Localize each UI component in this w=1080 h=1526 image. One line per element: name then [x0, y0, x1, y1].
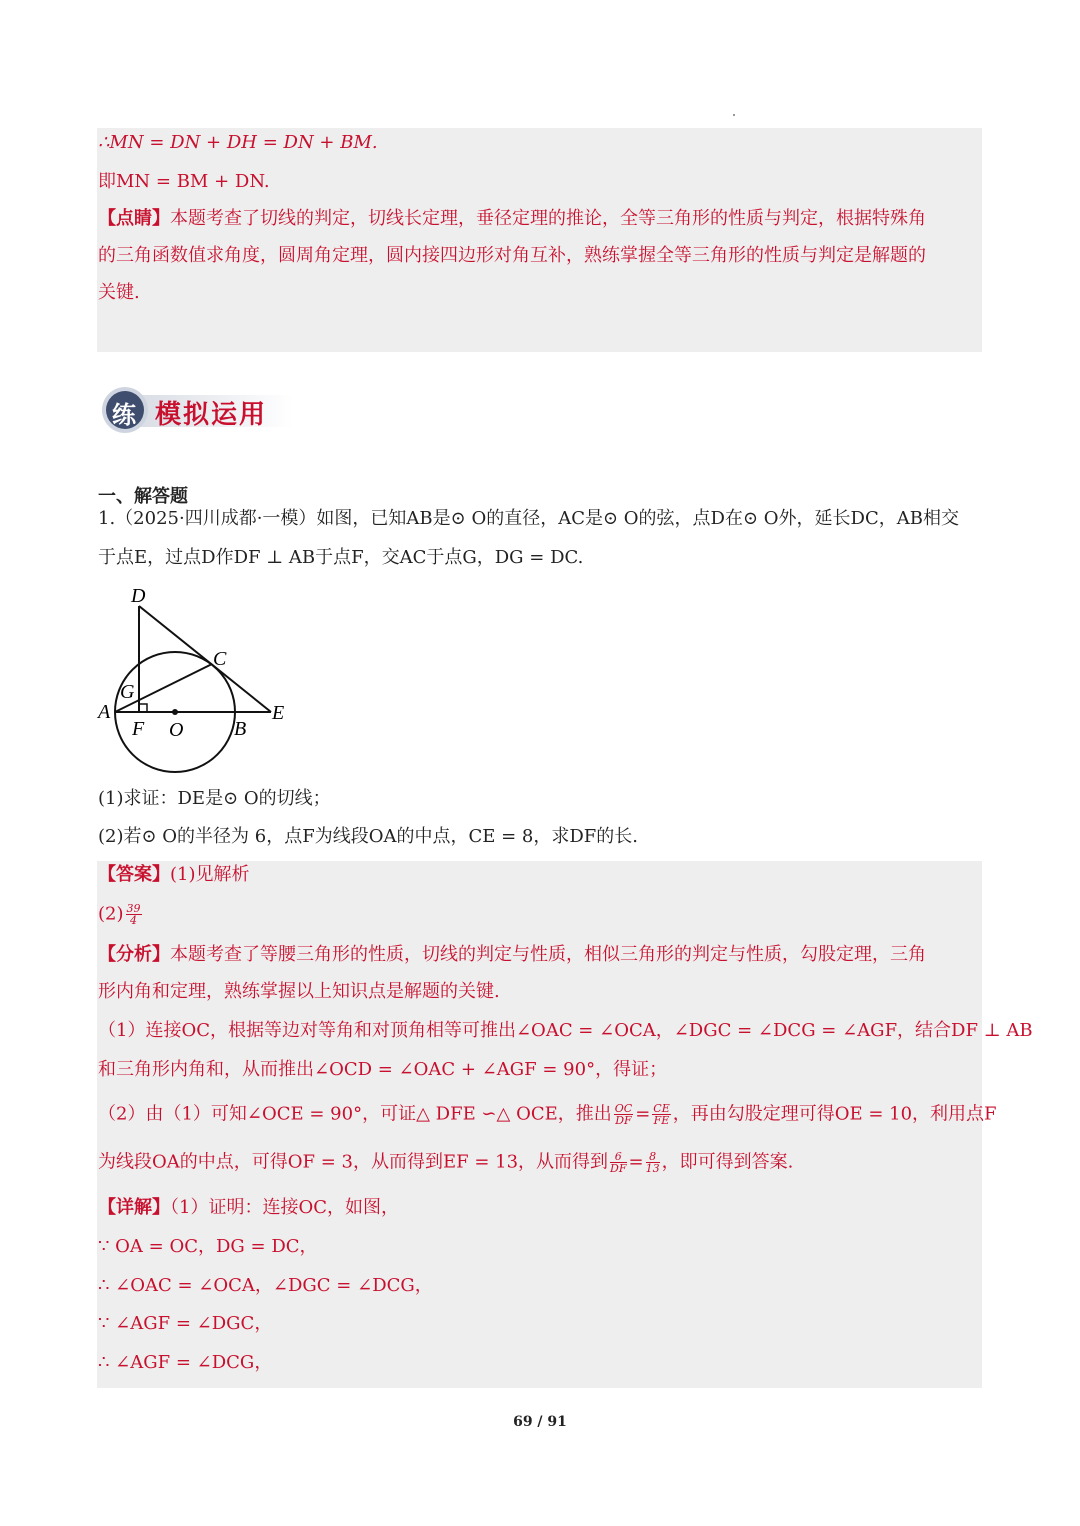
section-heading: 一、解答题 — [98, 486, 188, 507]
label-d: D — [131, 585, 146, 607]
comment-line-1 — [98, 208, 926, 230]
comment-tag: 【点睛】 — [98, 208, 170, 229]
fraction-8-13 — [646, 1151, 660, 1174]
comment-text-1: 本题考查了切线的判定，切线长定理，垂径定理的推论，全等三角形的性质与判定，根据特殊角 — [170, 208, 926, 229]
analysis-text-5b: ，再由勾股定理可得OE = 10，利用点F — [672, 1103, 997, 1125]
fraction-oc-df — [614, 1103, 633, 1126]
fraction-6-df-num: 6 — [610, 1151, 626, 1163]
analysis-text-6a: 为线段OA的中点，可得OF = 3，从而得到EF = 13，从而得到 — [98, 1151, 609, 1173]
label-g: G — [120, 681, 135, 703]
comment-line-3: 关键. — [98, 282, 140, 303]
problem-line-2: 于点E，过点D作DF ⊥ AB于点F，交AC于点G，DG = DC. — [98, 547, 584, 568]
problem-line-1: 1.（2025·四川成都·一模）如图，已知AB是⊙ O的直径，AC是⊙ O的弦，点D在⊙ O外，延长DC，AB相交 — [98, 508, 959, 529]
fraction-ce-fe-den: FE — [653, 1114, 670, 1127]
prev-solution-line-1: ∴MN = DN + DH = DN + BM. — [98, 132, 378, 153]
fraction-oc-df-num: OC — [614, 1102, 633, 1115]
equals-sign-6: = — [628, 1151, 644, 1173]
analysis-line-2: 形内角和定理，熟练掌握以上知识点是解题的关键. — [98, 981, 500, 1002]
detail-line-2: ∵ OA = OC，DG = DC， — [98, 1236, 318, 1257]
label-f: F — [132, 718, 145, 740]
answer-part-1: (1)见解析 — [170, 864, 250, 885]
label-b: B — [234, 718, 247, 740]
detail-line-4: ∵ ∠AGF = ∠DGC， — [98, 1313, 273, 1334]
detail-line-5: ∴ ∠AGF = ∠DCG， — [98, 1352, 273, 1373]
analysis-line-3: （1）连接OC，根据等边对等角和对顶角相等可推出∠OAC = ∠OCA，∠DGC = ∠DCG = ∠AGF，结合DF ⊥ AB — [98, 1020, 1033, 1041]
analysis-text-1: 本题考查了等腰三角形的性质，切线的判定与性质，相似三角形的判定与性质，勾股定理，三角 — [170, 944, 926, 965]
label-c: C — [213, 648, 227, 670]
detail-text-1: （1）证明：连接OC，如图， — [170, 1197, 399, 1218]
fraction-ce-fe — [652, 1103, 670, 1126]
question-2: (2)若⊙ O的半径为 6，点F为线段OA的中点，CE = 8，求DF的长. — [98, 826, 639, 847]
comment-line-2: 的三角函数值求角度，圆周角定理，圆内接四边形对角互补，熟练掌握全等三角形的性质与判定是解题的 — [98, 245, 926, 266]
detail-tag: 【详解】 — [98, 1197, 170, 1218]
question-1: (1)求证：DE是⊙ O的切线； — [98, 788, 331, 809]
answer-line-2 — [98, 903, 144, 926]
label-o: O — [169, 719, 184, 741]
label-a: A — [98, 701, 111, 723]
analysis-line-1 — [98, 944, 926, 966]
answer-tag: 【答案】 — [98, 864, 170, 885]
equals-sign-5: = — [635, 1103, 651, 1125]
geometry-diagram — [96, 580, 296, 780]
fraction-8-13-den: 13 — [645, 1162, 660, 1175]
fraction-ce-fe-num: CE — [653, 1102, 670, 1115]
fraction-6-df — [610, 1151, 626, 1174]
fraction-8-13-num: 8 — [646, 1151, 660, 1163]
line-de — [139, 606, 271, 712]
banner-icon-char: 练 — [112, 401, 136, 429]
analysis-line-6 — [98, 1151, 793, 1174]
right-angle-mark — [139, 704, 147, 712]
answer-line-1 — [98, 864, 250, 886]
answer-fraction — [126, 903, 142, 926]
analysis-line-4: 和三角形内角和，从而推出∠OCD = ∠OAC + ∠AGF = 90°，得证； — [98, 1059, 668, 1080]
previous-solution-box — [97, 128, 982, 352]
prev-solution-line-2: 即MN = BM + DN. — [98, 171, 270, 192]
scan-speck — [733, 114, 735, 116]
analysis-tag: 【分析】 — [98, 944, 170, 965]
section-banner — [100, 385, 295, 437]
analysis-text-6b: ，即可得到答案. — [661, 1151, 794, 1173]
page-number: 69 / 91 — [513, 1414, 567, 1430]
answer-part-2-prefix: (2) — [98, 903, 124, 925]
center-point — [172, 709, 178, 715]
analysis-text-5a: （2）由（1）可知∠OCE = 90°，可证△ DFE ∽△ OCE，推出 — [98, 1103, 612, 1125]
fraction-oc-df-den: DF — [615, 1114, 632, 1127]
answer-fraction-den: 4 — [130, 914, 137, 927]
fraction-6-df-den: DF — [610, 1162, 627, 1175]
label-e: E — [272, 702, 285, 724]
geometry-figure — [96, 580, 296, 784]
answer-fraction-num: 39 — [126, 902, 141, 915]
analysis-line-5 — [98, 1103, 997, 1126]
detail-line-3: ∴ ∠OAC = ∠OCA，∠DGC = ∠DCG， — [98, 1275, 433, 1296]
banner-title: 模拟运用 — [155, 400, 268, 430]
detail-line-1 — [98, 1197, 399, 1219]
